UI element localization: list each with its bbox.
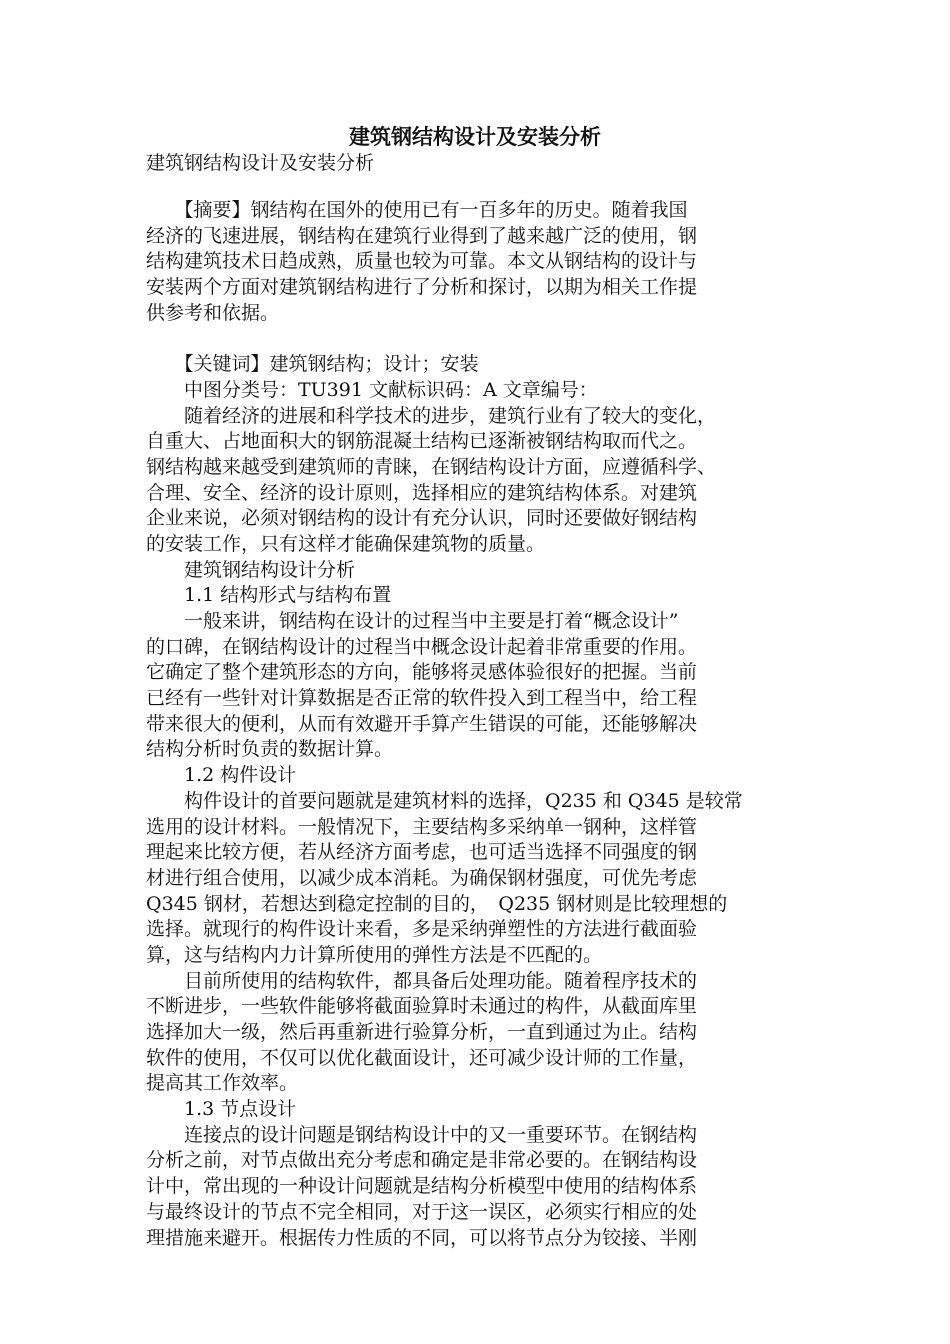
text-line: 已经有一些针对计算数据是否正常的软件投入到工程当中，给工程 <box>146 687 698 710</box>
text-line: 结构建筑技术日趋成熟，质量也较为可靠。本文从钢结构的设计与 <box>146 250 698 273</box>
text-line: 经济的飞速进展，钢结构在建筑行业得到了越来越广泛的使用，钢 <box>146 224 698 247</box>
text-line: 目前所使用的结构软件，都具备后处理功能。随着程序技术的 <box>146 969 698 992</box>
paragraph <box>146 969 816 1097</box>
text-line: 结构分析时负责的数据计算。 <box>146 738 394 761</box>
text-line: 供参考和依据。 <box>146 301 280 324</box>
paragraph <box>146 789 816 969</box>
text-line: 1.2 构件设计 <box>146 764 297 787</box>
text-line: 【摘要】钢结构在国外的使用已有一百多年的历史。随着我国 <box>146 199 688 221</box>
text-line: 一般来讲，钢结构在设计的过程当中主要是打着“概念设计” <box>146 610 679 632</box>
paragraph <box>146 404 816 558</box>
paragraph <box>146 1097 816 1123</box>
text-line: 选用的设计材料。一般情况下，主要结构多采纳单一钢种，这样管 <box>146 815 698 838</box>
text-line: 不断进步，一些软件能够将截面验算时未通过的构件，从截面库里 <box>146 995 698 1018</box>
text-line: 分析之前，对节点做出充分考虑和确定是非常必要的。在钢结构设 <box>146 1149 698 1172</box>
text-line: 【关键词】建筑钢结构；设计；安装 <box>146 353 479 376</box>
text-line: 连接点的设计问题是钢结构设计中的又一重要环节。在钢结构 <box>146 1123 698 1146</box>
text-line: Q345 钢材，若想达到稳定控制的目的， Q235 钢材则是比较理想的 <box>146 892 728 915</box>
text-line: 构件设计的首要问题就是建筑材料的选择，Q235 和 Q345 是较常 <box>146 789 743 812</box>
text-line: 理措施来避开。根据传力性质的不同，可以将节点分为铰接、半刚 <box>146 1226 698 1249</box>
paragraph <box>146 763 816 789</box>
text-line: 安装两个方面对建筑钢结构进行了分析和探讨，以期为相关工作提 <box>146 276 698 299</box>
paragraph-gap <box>146 326 816 352</box>
text-line: 带来很大的便利，从而有效避开手算产生错误的可能，还能够解决 <box>146 712 698 735</box>
text-line: 与最终设计的节点不完全相同，对于这一误区，必须实行相应的处 <box>146 1200 698 1223</box>
paragraph <box>146 609 816 763</box>
paragraph <box>146 198 816 326</box>
text-line: 建筑钢结构设计分析 <box>146 558 356 581</box>
text-line: 提高其工作效率。 <box>146 1072 299 1095</box>
text-line: 计中，常出现的一种设计问题就是结构分析模型中使用的结构体系 <box>146 1175 698 1198</box>
text-line: 中图分类号：TU391 文献标识码：A 文章编号： <box>146 378 598 401</box>
text-line: 算，这与结构内力计算所使用的弹性方法是不匹配的。 <box>146 943 603 966</box>
text-line: 的口碑，在钢结构设计的过程当中概念设计起着非常重要的作用。 <box>146 635 698 658</box>
text-line: 选择。就现行的构件设计来看，多是采纳弹塑性的方法进行截面验 <box>146 918 698 941</box>
document-subtitle: 建筑钢结构设计及安装分析 <box>146 152 375 174</box>
text-line: 随着经济的进展和科学技术的进步，建筑行业有了较大的变化， <box>146 404 717 427</box>
paragraph <box>146 558 816 584</box>
paragraph <box>146 378 816 404</box>
text-line: 材进行组合使用，以减少成本消耗。为确保钢材强度，可优先考虑 <box>146 866 698 889</box>
paragraph <box>146 352 816 378</box>
document-title: 建筑钢结构设计及安装分析 <box>349 124 601 149</box>
text-line: 企业来说，必须对钢结构的设计有充分认识，同时还要做好钢结构 <box>146 507 698 530</box>
paragraph <box>146 583 816 609</box>
paragraph <box>146 1123 816 1251</box>
text-line: 的安装工作，只有这样才能确保建筑物的质量。 <box>146 532 546 555</box>
text-line: 理起来比较方便，若从经济方面考虑，也可适当选择不同强度的钢 <box>146 841 698 864</box>
text-line: 钢结构越来越受到建筑师的青睐，在钢结构设计方面，应遵循科学、 <box>146 455 717 478</box>
text-line: 合理、安全、经济的设计原则，选择相应的建筑结构体系。对建筑 <box>146 481 698 504</box>
text-line: 软件的使用，不仅可以优化截面设计，还可减少设计师的工作量， <box>146 1046 698 1069</box>
text-line: 1.1 结构形式与结构布置 <box>146 584 392 607</box>
text-line: 1.3 节点设计 <box>146 1098 297 1121</box>
text-line: 选择加大一级，然后再重新进行验算分析，一直到通过为止。结构 <box>146 1021 698 1043</box>
text-line: 它确定了整个建筑形态的方向，能够将灵感体验很好的把握。当前 <box>146 661 698 684</box>
text-line: 自重大、占地面积大的钢筋混凝土结构已逐渐被钢结构取而代之。 <box>146 430 698 453</box>
document-body <box>146 198 816 1251</box>
